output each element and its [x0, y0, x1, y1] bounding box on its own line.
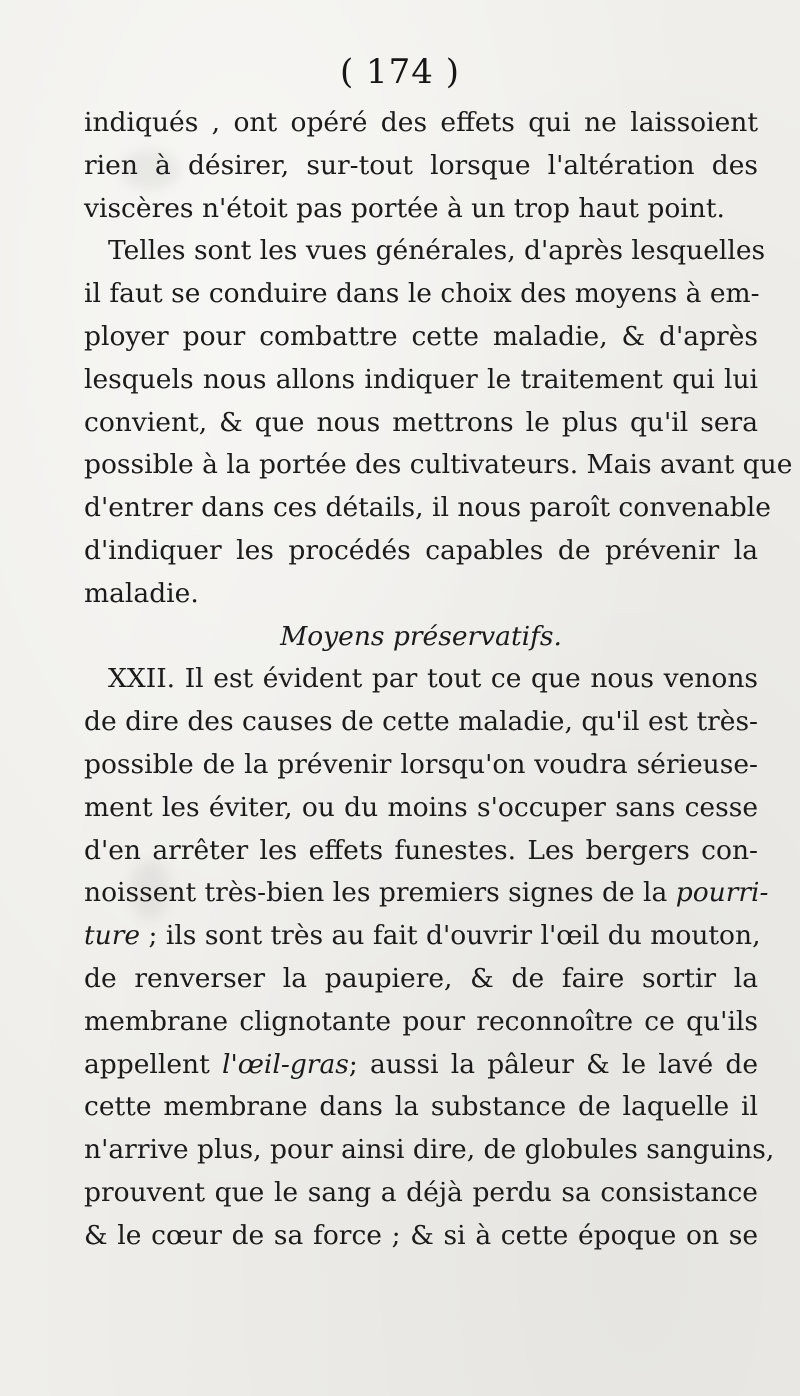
- text-line: convient, & que nous mettrons le plus qu'il sera: [84, 406, 758, 438]
- text-segment: noissent très-bien les premiers signes de la: [84, 877, 676, 909]
- italic-term: ture: [84, 920, 141, 952]
- text-line: [84, 915, 761, 958]
- text-line: ment les éviter, ou du moins s'occuper sans cesse: [84, 791, 758, 823]
- text-line: il faut se conduire dans le choix des moyens à em-: [84, 278, 760, 310]
- italic-term: pourri-: [675, 877, 769, 909]
- paragraph-xxii: [84, 658, 775, 1257]
- text-segment: ; ils sont très au fait d'ouvrir l'œil du mouton,: [140, 920, 761, 952]
- text-line: viscères n'étoit pas portée à un trop haut point.: [84, 192, 725, 224]
- text-line: Telles sont les vues générales, d'après lesquelles: [108, 235, 766, 267]
- text-segment: appellent: [84, 1048, 222, 1080]
- italic-term: l'œil-gras: [221, 1048, 349, 1080]
- text-line: prouvent que le sang a déjà perdu sa consistance: [84, 1176, 758, 1208]
- text-line: n'arrive plus, pour ainsi dire, de globules sanguins,: [84, 1134, 775, 1166]
- paragraph-general-views: [84, 230, 793, 615]
- text-line: cette membrane dans la substance de laquelle il: [84, 1091, 758, 1123]
- text-line: de renverser la paupiere, & de faire sortir la: [84, 962, 758, 994]
- page-number: ( 174 ): [339, 52, 461, 92]
- text-line: possible à la portée des cultivateurs. Mais avant que: [84, 449, 793, 481]
- text-line: [84, 1044, 758, 1087]
- text-line: d'entrer dans ces détails, il nous paroît convenable: [84, 492, 771, 524]
- text-line: & le cœur de sa force ; & si à cette époque on se: [84, 1219, 758, 1251]
- text-line: indiqués , ont opéré des effets qui ne laissoient: [84, 107, 758, 138]
- text-line: ployer pour combattre cette maladie, & d'après: [84, 320, 758, 352]
- text-line: de dire des causes de cette maladie, qu'il est très-: [84, 706, 758, 738]
- text-line: possible de la prévenir lorsqu'on voudra sérieuse-: [84, 748, 758, 780]
- body-text: [84, 102, 793, 1258]
- text-line: XXII. Il est évident par tout ce que nous venons: [108, 663, 758, 695]
- paragraph-continuation: [84, 102, 758, 230]
- text-line: rien à désirer, sur-tout lorsque l'altération des: [84, 149, 758, 181]
- text-line: [84, 872, 769, 915]
- text-segment: ; aussi la pâleur & le lavé de: [348, 1048, 759, 1080]
- text-line: lesquels nous allons indiquer le traitement qui lui: [84, 363, 758, 395]
- section-heading: Moyens préservatifs.: [280, 620, 562, 652]
- text-line: maladie.: [84, 577, 199, 609]
- text-line: d'indiquer les procédés capables de prévenir la: [84, 534, 758, 566]
- text-line: d'en arrêter les effets funestes. Les bergers con-: [84, 834, 758, 866]
- text-line: membrane clignotante pour reconnoître ce qu'ils: [84, 1005, 758, 1037]
